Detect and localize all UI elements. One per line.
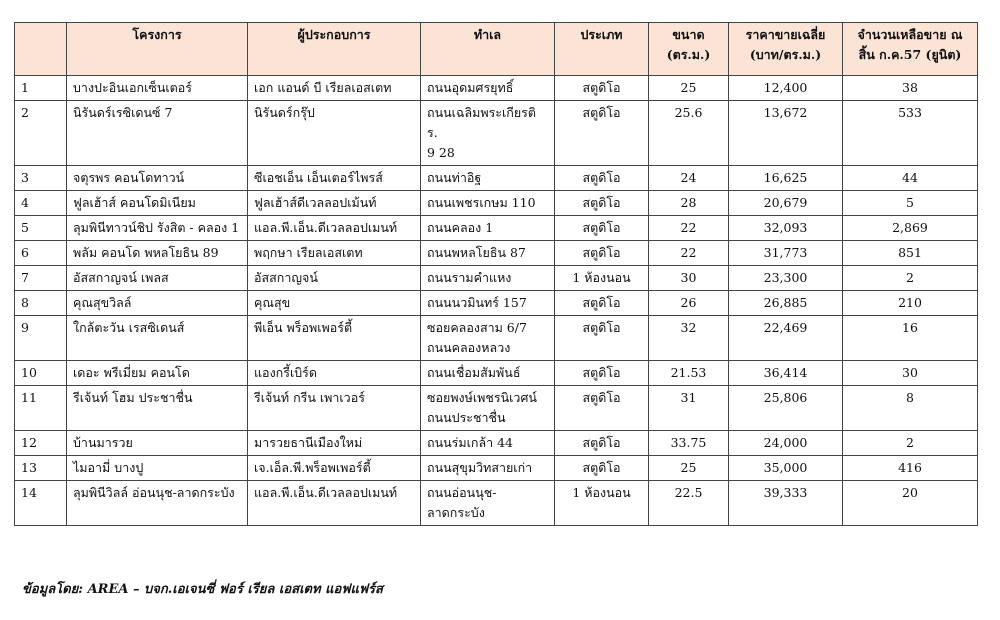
unit-size-cell: 22 (649, 216, 729, 241)
avg-price-cell: 23,300 (729, 266, 843, 291)
table-row (15, 191, 978, 216)
developer-cell: นิรันดร์กรุ๊ป (248, 101, 421, 166)
unit-size-cell: 26 (649, 291, 729, 316)
row-index-cell: 8 (15, 291, 67, 316)
avg-price-cell: 36,414 (729, 361, 843, 386)
table-row (15, 481, 978, 526)
project-name-cell: จตุรพร คอนโดทาวน์ (67, 166, 248, 191)
table-row (15, 216, 978, 241)
unit-type-cell: สตูดิโอ (555, 316, 649, 361)
unit-type-cell: สตูดิโอ (555, 386, 649, 431)
unit-type-cell: สตูดิโอ (555, 431, 649, 456)
condo-table (14, 22, 978, 526)
project-name-cell: คุณสุขวิลล์ (67, 291, 248, 316)
unit-type-cell: สตูดิโอ (555, 361, 649, 386)
avg-price-cell: 24,000 (729, 431, 843, 456)
project-name-cell: พลัม คอนโด พหลโยธิน 89 (67, 241, 248, 266)
unit-size-cell: 25.6 (649, 101, 729, 166)
unit-size-cell: 32 (649, 316, 729, 361)
location-cell: ถนนสุขุมวิทสายเก่า (421, 456, 555, 481)
project-name-cell: ลุมพินีวิลล์ อ่อนนุช-ลาดกระบัง (67, 481, 248, 526)
header-type: ประเภท (555, 23, 649, 76)
developer-cell: คุณสุข (248, 291, 421, 316)
row-index-cell: 4 (15, 191, 67, 216)
developer-cell: มารวยธานีเมืองใหม่ (248, 431, 421, 456)
units-remaining-cell: 38 (843, 76, 978, 101)
developer-cell: พฤกษา เรียลเอสเตท (248, 241, 421, 266)
unit-size-cell: 28 (649, 191, 729, 216)
developer-cell: พีเอ็น พร็อพเพอร์ตี้ (248, 316, 421, 361)
unit-size-cell: 25 (649, 76, 729, 101)
units-remaining-cell: 30 (843, 361, 978, 386)
table-row (15, 241, 978, 266)
unit-size-cell: 33.75 (649, 431, 729, 456)
developer-cell: รีเจ้นท์ กรีน เพาเวอร์ (248, 386, 421, 431)
developer-cell: แอล.พี.เอ็น.ดีเวลลอปเมนท์ (248, 481, 421, 526)
table-row (15, 456, 978, 481)
header-developer: ผู้ประกอบการ (248, 23, 421, 76)
unit-size-cell: 30 (649, 266, 729, 291)
row-index-cell: 12 (15, 431, 67, 456)
row-index-cell: 6 (15, 241, 67, 266)
header-location: ทำเล (421, 23, 555, 76)
row-index-cell: 5 (15, 216, 67, 241)
location-cell: ถนนเฉลิมพระเกียรติ ร. 9 28 (421, 101, 555, 166)
unit-type-cell: สตูดิโอ (555, 101, 649, 166)
developer-cell: แองกรี้เบิร์ด (248, 361, 421, 386)
unit-type-cell: สตูดิโอ (555, 456, 649, 481)
units-remaining-cell: 5 (843, 191, 978, 216)
table-header-row (15, 23, 978, 76)
units-remaining-cell: 20 (843, 481, 978, 526)
avg-price-cell: 26,885 (729, 291, 843, 316)
avg-price-cell: 32,093 (729, 216, 843, 241)
row-index-cell: 9 (15, 316, 67, 361)
developer-cell: ซีเอชเอ็น เอ็นเตอร์ไพรส์ (248, 166, 421, 191)
table-row (15, 291, 978, 316)
table-row (15, 101, 978, 166)
project-name-cell: อัสสกาญจน์ เพลส (67, 266, 248, 291)
units-remaining-cell: 8 (843, 386, 978, 431)
unit-type-cell: สตูดิโอ (555, 241, 649, 266)
project-name-cell: ลุมพินีทาวน์ชิป รังสิต - คลอง 1 (67, 216, 248, 241)
units-remaining-cell: 2 (843, 266, 978, 291)
project-name-cell: ฟูลเฮ้าส์ คอนโดมิเนียม (67, 191, 248, 216)
row-index-cell: 2 (15, 101, 67, 166)
table-row (15, 361, 978, 386)
avg-price-cell: 13,672 (729, 101, 843, 166)
unit-type-cell: 1 ห้องนอน (555, 266, 649, 291)
location-cell: ถนนอุดมศรยุทธิ์ (421, 76, 555, 101)
avg-price-cell: 22,469 (729, 316, 843, 361)
row-index-cell: 14 (15, 481, 67, 526)
table-body (15, 76, 978, 526)
project-name-cell: ใกล้ตะวัน เรสซิเดนส์ (67, 316, 248, 361)
table-row (15, 431, 978, 456)
table-row (15, 266, 978, 291)
project-name-cell: บางปะอินเอกเซ็นเตอร์ (67, 76, 248, 101)
source-note: ข้อมูลโดย: AREA – บจก.เอเจนซี่ ฟอร์ เรียล เอสเตท แอฟแฟร์ส (22, 582, 383, 597)
location-cell: ถนนคลอง 1 (421, 216, 555, 241)
header-remaining: จำนวนเหลือขาย ณ สิ้น ก.ค.57 (ยูนิต) (843, 23, 978, 76)
header-project: โครงการ (67, 23, 248, 76)
unit-type-cell: สตูดิโอ (555, 216, 649, 241)
location-cell: ถนนเชื่อมสัมพันธ์ (421, 361, 555, 386)
unit-type-cell: 1 ห้องนอน (555, 481, 649, 526)
units-remaining-cell: 2 (843, 431, 978, 456)
unit-size-cell: 31 (649, 386, 729, 431)
table-row (15, 76, 978, 101)
location-cell: ถนนเพชรเกษม 110 (421, 191, 555, 216)
location-cell: ถนนท่าอิฐ (421, 166, 555, 191)
developer-cell: อัสสกาญจน์ (248, 266, 421, 291)
project-name-cell: นิรันดร์เรซิเดนซ์ 7 (67, 101, 248, 166)
avg-price-cell: 25,806 (729, 386, 843, 431)
row-index-cell: 7 (15, 266, 67, 291)
project-name-cell: รีเจ้นท์ โฮม ประชาชื่น (67, 386, 248, 431)
units-remaining-cell: 44 (843, 166, 978, 191)
row-index-cell: 1 (15, 76, 67, 101)
location-cell: ถนนอ่อนนุช- ลาดกระบัง (421, 481, 555, 526)
row-index-cell: 13 (15, 456, 67, 481)
units-remaining-cell: 210 (843, 291, 978, 316)
unit-type-cell: สตูดิโอ (555, 166, 649, 191)
developer-cell: ฟูลเฮ้าส์ดีเวลลอปเม้นท์ (248, 191, 421, 216)
unit-type-cell: สตูดิโอ (555, 191, 649, 216)
avg-price-cell: 35,000 (729, 456, 843, 481)
developer-cell: แอล.พี.เอ็น.ดีเวลลอปเมนท์ (248, 216, 421, 241)
location-cell: ซอยคลองสาม 6/7 ถนนคลองหลวง (421, 316, 555, 361)
location-cell: ถนนนวมินทร์ 157 (421, 291, 555, 316)
table-row (15, 386, 978, 431)
developer-cell: เจ.เอ็ล.พี.พร็อพเพอร์ตี้ (248, 456, 421, 481)
table-row (15, 316, 978, 361)
row-index-cell: 10 (15, 361, 67, 386)
header-size: ขนาด (ตร.ม.) (649, 23, 729, 76)
units-remaining-cell: 416 (843, 456, 978, 481)
avg-price-cell: 31,773 (729, 241, 843, 266)
location-cell: ซอยพงษ์เพชรนิเวศน์ ถนนประชาชื่น (421, 386, 555, 431)
project-name-cell: บ้านมารวย (67, 431, 248, 456)
unit-size-cell: 21.53 (649, 361, 729, 386)
avg-price-cell: 20,679 (729, 191, 843, 216)
avg-price-cell: 39,333 (729, 481, 843, 526)
location-cell: ถนนรามคำแหง (421, 266, 555, 291)
developer-cell: เอก แอนด์ บี เรียลเอสเตท (248, 76, 421, 101)
unit-type-cell: สตูดิโอ (555, 291, 649, 316)
units-remaining-cell: 533 (843, 101, 978, 166)
unit-size-cell: 22.5 (649, 481, 729, 526)
header-index (15, 23, 67, 76)
location-cell: ถนนร่มเกล้า 44 (421, 431, 555, 456)
row-index-cell: 3 (15, 166, 67, 191)
location-cell: ถนนพหลโยธิน 87 (421, 241, 555, 266)
units-remaining-cell: 2,869 (843, 216, 978, 241)
row-index-cell: 11 (15, 386, 67, 431)
unit-type-cell: สตูดิโอ (555, 76, 649, 101)
header-avg-price: ราคาขายเฉลี่ย (บาท/ตร.ม.) (729, 23, 843, 76)
avg-price-cell: 12,400 (729, 76, 843, 101)
table-row (15, 166, 978, 191)
unit-size-cell: 24 (649, 166, 729, 191)
project-name-cell: ไมอามี่ บางปู (67, 456, 248, 481)
unit-size-cell: 22 (649, 241, 729, 266)
unit-size-cell: 25 (649, 456, 729, 481)
table-wrapper (14, 22, 978, 526)
units-remaining-cell: 851 (843, 241, 978, 266)
project-name-cell: เดอะ พรีเมี่ยม คอนโด (67, 361, 248, 386)
units-remaining-cell: 16 (843, 316, 978, 361)
avg-price-cell: 16,625 (729, 166, 843, 191)
